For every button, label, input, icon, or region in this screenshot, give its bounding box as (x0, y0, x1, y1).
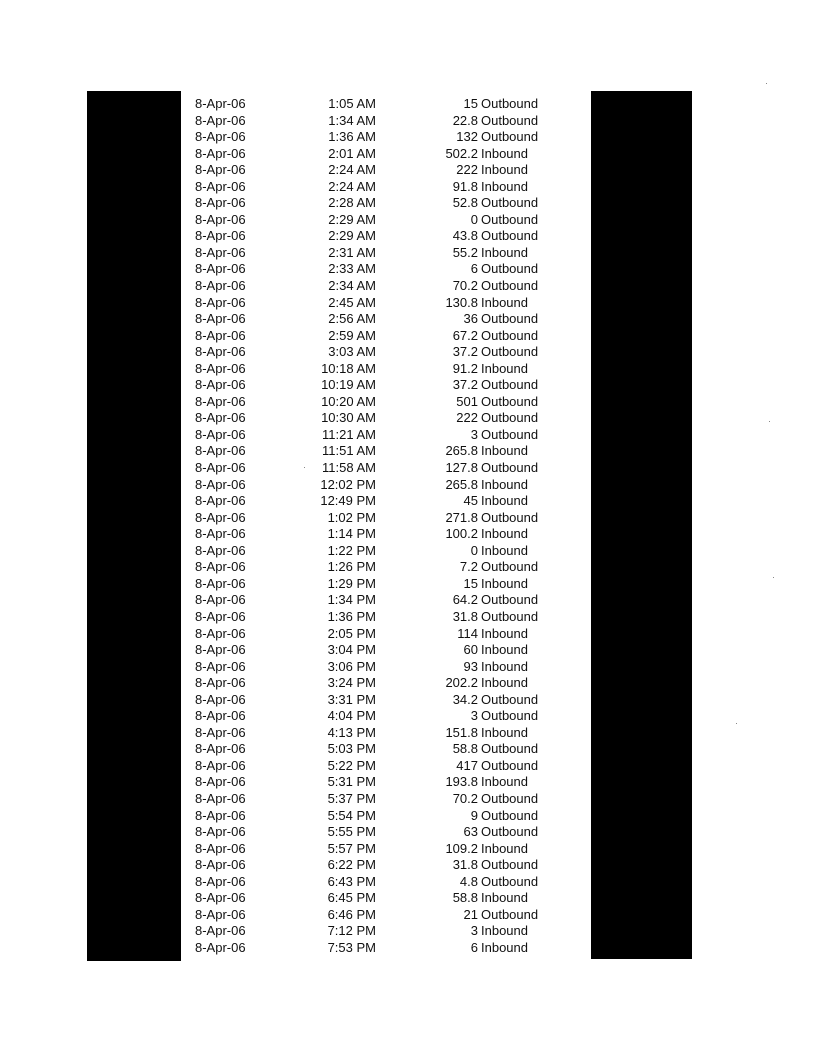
date-cell: 8-Apr-06 (195, 278, 246, 294)
table-row (181, 443, 591, 460)
direction-cell: Outbound (481, 129, 539, 145)
time-cell: 6:45 PM (327, 890, 376, 906)
direction-cell: Inbound (481, 162, 528, 178)
amount-cell: 265.8 (445, 476, 478, 492)
date-cell: 8-Apr-06 (195, 923, 246, 939)
direction-cell: Inbound (481, 178, 528, 194)
direction-cell: Outbound (481, 261, 539, 277)
direction-cell: Outbound (481, 410, 539, 426)
direction-cell: Outbound (481, 559, 539, 575)
date-cell: 8-Apr-06 (195, 195, 246, 211)
scan-speck (773, 577, 774, 578)
table-row (181, 427, 591, 444)
table-row (181, 824, 591, 841)
amount-cell: 6 (470, 261, 478, 277)
table-row (181, 261, 591, 278)
direction-cell: Outbound (481, 96, 539, 111)
table-row (181, 195, 591, 212)
time-cell: 5:55 PM (327, 824, 376, 840)
time-cell: 2:34 AM (328, 278, 376, 294)
time-cell: 1:26 PM (327, 559, 376, 575)
date-cell: 8-Apr-06 (195, 625, 246, 641)
direction-cell: Inbound (481, 840, 528, 856)
time-cell: 1:36 AM (328, 129, 376, 145)
time-cell: 5:03 PM (327, 741, 376, 757)
time-cell: 3:04 PM (327, 642, 376, 658)
scan-speck (304, 467, 305, 468)
date-cell: 8-Apr-06 (195, 426, 246, 442)
table-row (181, 857, 591, 874)
time-cell: 10:20 AM (321, 393, 376, 409)
date-cell: 8-Apr-06 (195, 410, 246, 426)
direction-cell: Inbound (481, 145, 528, 161)
table-row (181, 708, 591, 725)
direction-cell: Inbound (481, 443, 528, 459)
table-row (181, 907, 591, 924)
direction-cell: Inbound (481, 493, 528, 509)
table-row (181, 808, 591, 825)
table-row (181, 774, 591, 791)
date-cell: 8-Apr-06 (195, 840, 246, 856)
time-cell: 1:05 AM (328, 96, 376, 111)
time-cell: 11:58 AM (322, 460, 376, 476)
table-row (181, 559, 591, 576)
date-cell: 8-Apr-06 (195, 741, 246, 757)
table-row (181, 526, 591, 543)
amount-cell: 9 (470, 807, 478, 823)
direction-cell: Outbound (481, 311, 539, 327)
table-row (181, 212, 591, 229)
table-row (181, 477, 591, 494)
amount-cell: 52.8 (452, 195, 478, 211)
date-cell: 8-Apr-06 (195, 708, 246, 724)
amount-cell: 31.8 (452, 608, 478, 624)
direction-cell: Outbound (481, 377, 539, 393)
time-cell: 4:13 PM (327, 724, 376, 740)
time-cell: 1:34 AM (328, 112, 376, 128)
amount-cell: 3 (470, 708, 478, 724)
date-cell: 8-Apr-06 (195, 327, 246, 343)
amount-cell: 222 (456, 410, 478, 426)
amount-cell: 22.8 (452, 112, 478, 128)
table-row (181, 96, 591, 113)
date-cell: 8-Apr-06 (195, 691, 246, 707)
amount-cell: 109.2 (445, 840, 478, 856)
direction-cell: Outbound (481, 824, 539, 840)
direction-cell: Outbound (481, 228, 539, 244)
direction-cell: Outbound (481, 741, 539, 757)
time-cell: 2:59 AM (328, 327, 376, 343)
time-cell: 3:31 PM (327, 691, 376, 707)
table-row (181, 278, 591, 295)
direction-cell: Inbound (481, 625, 528, 641)
table-row (181, 510, 591, 527)
amount-cell: 91.2 (452, 360, 478, 376)
direction-cell: Outbound (481, 757, 539, 773)
amount-cell: 7.2 (459, 559, 478, 575)
table-row (181, 576, 591, 593)
amount-cell: 55.2 (452, 244, 478, 260)
direction-cell: Inbound (481, 476, 528, 492)
direction-cell: Outbound (481, 873, 539, 889)
time-cell: 11:21 AM (322, 426, 376, 442)
time-cell: 10:19 AM (321, 377, 376, 393)
amount-cell: 265.8 (445, 443, 478, 459)
amount-cell: 36 (463, 311, 478, 327)
time-cell: 2:29 AM (328, 228, 376, 244)
amount-cell: 132 (456, 129, 478, 145)
time-cell: 2:31 AM (328, 244, 376, 260)
time-cell: 2:45 AM (328, 294, 376, 310)
table-row (181, 659, 591, 676)
table-row (181, 228, 591, 245)
direction-cell: Inbound (481, 939, 528, 955)
table-row (181, 791, 591, 808)
amount-cell: 37.2 (452, 377, 478, 393)
table-row (181, 179, 591, 196)
table-row (181, 311, 591, 328)
amount-cell: 43.8 (452, 228, 478, 244)
amount-cell: 502.2 (445, 145, 478, 161)
amount-cell: 0 (470, 542, 478, 558)
table-row (181, 410, 591, 427)
amount-cell: 60 (463, 642, 478, 658)
date-cell: 8-Apr-06 (195, 774, 246, 790)
time-cell: 3:24 PM (327, 675, 376, 691)
date-cell: 8-Apr-06 (195, 476, 246, 492)
table-row (181, 295, 591, 312)
time-cell: 2:56 AM (328, 311, 376, 327)
amount-cell: 271.8 (445, 509, 478, 525)
date-cell: 8-Apr-06 (195, 890, 246, 906)
time-cell: 1:22 PM (327, 542, 376, 558)
amount-cell: 6 (470, 939, 478, 955)
amount-cell: 501 (456, 393, 478, 409)
direction-cell: Outbound (481, 211, 539, 227)
time-cell: 12:49 PM (320, 493, 376, 509)
time-cell: 3:03 AM (328, 344, 376, 360)
date-cell: 8-Apr-06 (195, 642, 246, 658)
time-cell: 1:36 PM (327, 608, 376, 624)
date-cell: 8-Apr-06 (195, 493, 246, 509)
date-cell: 8-Apr-06 (195, 509, 246, 525)
direction-cell: Outbound (481, 708, 539, 724)
date-cell: 8-Apr-06 (195, 857, 246, 873)
direction-cell: Outbound (481, 608, 539, 624)
amount-cell: 193.8 (445, 774, 478, 790)
date-cell: 8-Apr-06 (195, 244, 246, 260)
amount-cell: 91.8 (452, 178, 478, 194)
direction-cell: Inbound (481, 542, 528, 558)
amount-cell: 417 (456, 757, 478, 773)
direction-cell: Outbound (481, 195, 539, 211)
date-cell: 8-Apr-06 (195, 211, 246, 227)
time-cell: 12:02 PM (320, 476, 376, 492)
direction-cell: Inbound (481, 890, 528, 906)
table-row (181, 162, 591, 179)
time-cell: 10:30 AM (321, 410, 376, 426)
date-cell: 8-Apr-06 (195, 294, 246, 310)
time-cell: 7:53 PM (327, 939, 376, 955)
time-cell: 2:29 AM (328, 211, 376, 227)
table-row (181, 940, 591, 957)
table-row (181, 361, 591, 378)
date-cell: 8-Apr-06 (195, 790, 246, 806)
amount-cell: 130.8 (445, 294, 478, 310)
amount-cell: 93 (463, 658, 478, 674)
table-row (181, 592, 591, 609)
time-cell: 2:28 AM (328, 195, 376, 211)
scan-speck (736, 723, 737, 724)
table-row (181, 692, 591, 709)
date-cell: 8-Apr-06 (195, 460, 246, 476)
date-cell: 8-Apr-06 (195, 939, 246, 955)
amount-cell: 37.2 (452, 344, 478, 360)
time-cell: 6:43 PM (327, 873, 376, 889)
table-row (181, 609, 591, 626)
date-cell: 8-Apr-06 (195, 360, 246, 376)
date-cell: 8-Apr-06 (195, 658, 246, 674)
date-cell: 8-Apr-06 (195, 377, 246, 393)
time-cell: 1:02 PM (327, 509, 376, 525)
table-row (181, 626, 591, 643)
date-cell: 8-Apr-06 (195, 96, 246, 111)
time-cell: 2:24 AM (328, 178, 376, 194)
date-cell: 8-Apr-06 (195, 145, 246, 161)
date-cell: 8-Apr-06 (195, 526, 246, 542)
amount-cell: 58.8 (452, 890, 478, 906)
direction-cell: Outbound (481, 460, 539, 476)
time-cell: 5:54 PM (327, 807, 376, 823)
table-row (181, 493, 591, 510)
direction-cell: Inbound (481, 526, 528, 542)
direction-cell: Outbound (481, 906, 539, 922)
direction-cell: Inbound (481, 774, 528, 790)
table-row (181, 725, 591, 742)
direction-cell: Outbound (481, 857, 539, 873)
amount-cell: 21 (463, 906, 478, 922)
table-row (181, 113, 591, 130)
date-cell: 8-Apr-06 (195, 757, 246, 773)
time-cell: 2:01 AM (328, 145, 376, 161)
amount-cell: 45 (463, 493, 478, 509)
date-cell: 8-Apr-06 (195, 344, 246, 360)
date-cell: 8-Apr-06 (195, 393, 246, 409)
amount-cell: 67.2 (452, 327, 478, 343)
amount-cell: 100.2 (445, 526, 478, 542)
date-cell: 8-Apr-06 (195, 311, 246, 327)
direction-cell: Outbound (481, 344, 539, 360)
direction-cell: Outbound (481, 790, 539, 806)
time-cell: 1:29 PM (327, 575, 376, 591)
amount-cell: 63 (463, 824, 478, 840)
amount-cell: 127.8 (445, 460, 478, 476)
amount-cell: 15 (463, 575, 478, 591)
amount-cell: 70.2 (452, 790, 478, 806)
table-row (181, 841, 591, 858)
date-cell: 8-Apr-06 (195, 807, 246, 823)
table-row (181, 890, 591, 907)
time-cell: 1:34 PM (327, 592, 376, 608)
direction-cell: Outbound (481, 393, 539, 409)
direction-cell: Inbound (481, 244, 528, 260)
direction-cell: Inbound (481, 575, 528, 591)
time-cell: 1:14 PM (327, 526, 376, 542)
table-row (181, 642, 591, 659)
date-cell: 8-Apr-06 (195, 129, 246, 145)
table-row (181, 328, 591, 345)
direction-cell: Inbound (481, 658, 528, 674)
time-cell: 5:57 PM (327, 840, 376, 856)
table-row (181, 146, 591, 163)
date-cell: 8-Apr-06 (195, 675, 246, 691)
date-cell: 8-Apr-06 (195, 261, 246, 277)
date-cell: 8-Apr-06 (195, 112, 246, 128)
date-cell: 8-Apr-06 (195, 592, 246, 608)
date-cell: 8-Apr-06 (195, 228, 246, 244)
amount-cell: 3 (470, 923, 478, 939)
date-cell: 8-Apr-06 (195, 575, 246, 591)
amount-cell: 64.2 (452, 592, 478, 608)
direction-cell: Inbound (481, 923, 528, 939)
date-cell: 8-Apr-06 (195, 178, 246, 194)
date-cell: 8-Apr-06 (195, 162, 246, 178)
date-cell: 8-Apr-06 (195, 873, 246, 889)
table-row (181, 344, 591, 361)
amount-cell: 114 (457, 625, 478, 641)
table-row (181, 460, 591, 477)
redaction-bar-left (87, 91, 181, 961)
date-cell: 8-Apr-06 (195, 824, 246, 840)
time-cell: 2:05 PM (327, 625, 376, 641)
table-row (181, 129, 591, 146)
direction-cell: Outbound (481, 592, 539, 608)
time-cell: 4:04 PM (327, 708, 376, 724)
time-cell: 10:18 AM (321, 360, 376, 376)
amount-cell: 3 (470, 426, 478, 442)
time-cell: 2:24 AM (328, 162, 376, 178)
time-cell: 6:46 PM (327, 906, 376, 922)
amount-cell: 4.8 (459, 873, 478, 889)
direction-cell: Inbound (481, 294, 528, 310)
scan-speck (766, 83, 767, 84)
date-cell: 8-Apr-06 (195, 542, 246, 558)
date-cell: 8-Apr-06 (195, 608, 246, 624)
amount-cell: 222 (456, 162, 478, 178)
table-row (181, 675, 591, 692)
direction-cell: Outbound (481, 691, 539, 707)
time-cell: 5:22 PM (327, 757, 376, 773)
direction-cell: Inbound (481, 360, 528, 376)
time-cell: 6:22 PM (327, 857, 376, 873)
amount-cell: 15 (463, 96, 478, 111)
time-cell: 5:31 PM (327, 774, 376, 790)
direction-cell: Outbound (481, 426, 539, 442)
time-cell: 7:12 PM (327, 923, 376, 939)
amount-cell: 34.2 (452, 691, 478, 707)
date-cell: 8-Apr-06 (195, 559, 246, 575)
table-row (181, 543, 591, 560)
amount-cell: 70.2 (452, 278, 478, 294)
amount-cell: 0 (470, 211, 478, 227)
table-row (181, 741, 591, 758)
direction-cell: Outbound (481, 807, 539, 823)
direction-cell: Outbound (481, 327, 539, 343)
time-cell: 3:06 PM (327, 658, 376, 674)
time-cell: 2:33 AM (328, 261, 376, 277)
direction-cell: Inbound (481, 675, 528, 691)
time-cell: 5:37 PM (327, 790, 376, 806)
direction-cell: Outbound (481, 509, 539, 525)
time-cell: 11:51 AM (322, 443, 376, 459)
amount-cell: 151.8 (445, 724, 478, 740)
table-row (181, 245, 591, 262)
direction-cell: Inbound (481, 642, 528, 658)
table-row (181, 874, 591, 891)
direction-cell: Inbound (481, 724, 528, 740)
date-cell: 8-Apr-06 (195, 443, 246, 459)
table-row (181, 394, 591, 411)
date-cell: 8-Apr-06 (195, 724, 246, 740)
scan-speck (769, 421, 770, 422)
table-row (181, 758, 591, 775)
amount-cell: 31.8 (452, 857, 478, 873)
table-row (181, 377, 591, 394)
date-cell: 8-Apr-06 (195, 906, 246, 922)
direction-cell: Outbound (481, 112, 539, 128)
call-log-table (181, 96, 591, 956)
table-row (181, 923, 591, 940)
amount-cell: 58.8 (452, 741, 478, 757)
amount-cell: 202.2 (445, 675, 478, 691)
direction-cell: Outbound (481, 278, 539, 294)
redaction-bar-right (591, 91, 692, 959)
